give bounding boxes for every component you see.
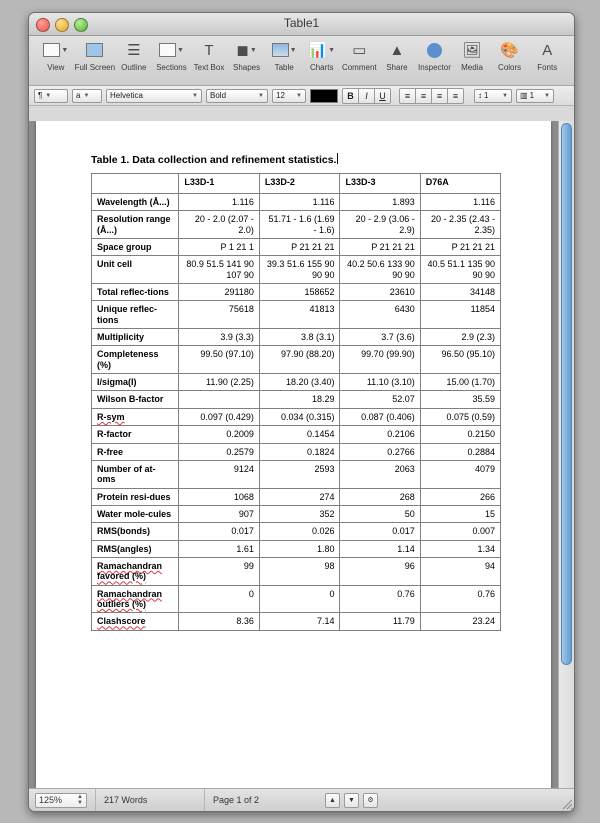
table-cell: P 21 21 21 — [420, 239, 500, 256]
table-cell: 1.34 — [420, 540, 500, 557]
table-cell: 7.14 — [259, 613, 340, 630]
toolbar-label: Share — [386, 63, 408, 72]
table-cell: 51.71 - 1.6 (1.69 - 1.6) — [259, 211, 340, 239]
toolbar-label: Comment — [341, 63, 377, 72]
list-style-value: a — [76, 91, 81, 100]
italic-button[interactable]: I — [359, 88, 375, 104]
table-cell: 0.76 — [420, 585, 500, 613]
toolbar-item-full-screen[interactable] — [75, 39, 115, 72]
table-cell — [179, 391, 259, 408]
table-cell: 18.20 (3.40) — [259, 374, 340, 391]
list-style-select[interactable]: a ▼ — [72, 89, 102, 103]
main-toolbar — [29, 36, 574, 86]
font-family-select[interactable]: Helvetica ▼ — [106, 89, 202, 103]
share-icon: ▲ — [389, 41, 405, 59]
table-cell: 2593 — [259, 460, 340, 488]
line-spacing-select[interactable]: ↕ 1 ▼ — [474, 89, 512, 103]
table-row-label: Total reflec-tions — [92, 284, 179, 301]
page-navigation[interactable] — [317, 793, 378, 808]
table-cell: 1.116 — [259, 194, 340, 211]
table-cell: 20 - 2.35 (2.43 - 2.35) — [420, 211, 500, 239]
table-cell: 1.116 — [420, 194, 500, 211]
table-cell: 9124 — [179, 460, 259, 488]
toolbar-item-colors[interactable] — [491, 39, 529, 72]
toolbar-item-comment[interactable] — [341, 39, 379, 72]
table-row[interactable] — [92, 194, 501, 211]
table-header-l33d-3: L33D-3 — [340, 174, 420, 194]
table-cell: 99.50 (97.10) — [179, 346, 259, 374]
table-cell: 15 — [420, 505, 500, 522]
table-cell: 907 — [179, 505, 259, 522]
outline-icon: ☰ — [127, 42, 141, 59]
table-cell: 6430 — [340, 301, 420, 329]
table-cell: 2063 — [340, 460, 420, 488]
toolbar-label: Table — [274, 63, 294, 72]
toolbar-item-outline[interactable] — [115, 39, 153, 72]
table-cell: P 21 21 21 — [259, 239, 340, 256]
table-row-label: Number of at-oms — [92, 460, 179, 488]
table-cell: 99 — [179, 557, 259, 585]
document-canvas[interactable] — [29, 121, 574, 789]
table-cell: 23610 — [340, 284, 420, 301]
comment-icon: ▭ — [352, 42, 367, 59]
table-cell: 50 — [340, 505, 420, 522]
table-row-label: Ramachandran outliers (%) — [92, 585, 179, 613]
toolbar-label: Media — [461, 63, 483, 72]
font-style-select[interactable]: Bold ▼ — [206, 89, 268, 103]
table-header-row — [92, 174, 501, 194]
columns-select[interactable]: ▥ 1 ▼ — [516, 89, 554, 103]
toolbar-item-table[interactable] — [265, 39, 303, 72]
table-cell: 1.893 — [340, 194, 420, 211]
underline-button[interactable]: U — [375, 88, 391, 104]
toolbar-item-media[interactable] — [453, 39, 491, 72]
window-titlebar[interactable] — [29, 13, 574, 36]
table-cell: 1.61 — [179, 540, 259, 557]
table-cell: 97.90 (88.20) — [259, 346, 340, 374]
table-header-blank — [92, 174, 179, 194]
toolbar-item-inspector[interactable] — [416, 39, 454, 72]
table-cell: 1.80 — [259, 540, 340, 557]
table-cell: 0.026 — [259, 523, 340, 540]
vertical-scrollbar[interactable] — [558, 121, 574, 789]
table-row[interactable] — [92, 426, 501, 443]
toolbar-item-sections[interactable] — [153, 39, 191, 72]
table-row[interactable] — [92, 284, 501, 301]
table-row[interactable] — [92, 239, 501, 256]
table-cell: 352 — [259, 505, 340, 522]
zoom-value: 125% — [39, 795, 63, 805]
table-row-label: Unit cell — [92, 256, 179, 284]
table-cell: 0.2766 — [340, 443, 420, 460]
table-cell: P 21 21 21 — [340, 239, 420, 256]
view-icon: ▼ — [43, 39, 68, 61]
table-cell: 268 — [340, 488, 420, 505]
table-row-label: RMS(bonds) — [92, 523, 179, 540]
table-row[interactable] — [92, 488, 501, 505]
colors-icon: 🎨 — [500, 42, 519, 59]
align-justify-icon[interactable]: ≡ — [448, 88, 464, 104]
table-row-label: Multiplicity — [92, 329, 179, 346]
table-cell: 0 — [259, 585, 340, 613]
text-style-group — [342, 88, 391, 104]
table-row[interactable] — [92, 460, 501, 488]
charts-icon: 📊 ▼ — [308, 42, 336, 59]
page-settings-icon[interactable]: ⚙ — [363, 793, 378, 808]
statistics-table[interactable] — [91, 173, 501, 631]
table-cell: 0.2106 — [340, 426, 420, 443]
table-cell: 0.1454 — [259, 426, 340, 443]
word-count-text: 217 Words — [104, 795, 148, 805]
table-row[interactable] — [92, 443, 501, 460]
table-cell: P 1 21 1 — [179, 239, 259, 256]
table-cell: 20 - 2.0 (2.07 - 2.0) — [179, 211, 259, 239]
document-page[interactable] — [36, 121, 551, 789]
table-cell: 0.2579 — [179, 443, 259, 460]
table-cell: 99.70 (99.90) — [340, 346, 420, 374]
table-row-label: Wavelength (Å...) — [92, 194, 179, 211]
table-header-d76a: D76A — [420, 174, 500, 194]
line-spacing-value: 1 — [484, 91, 489, 100]
document-window — [28, 12, 575, 812]
table-cell: 0 — [179, 585, 259, 613]
table-row[interactable] — [92, 523, 501, 540]
status-bar — [29, 788, 574, 811]
toolbar-label: Text Box — [193, 63, 225, 72]
font-size-select[interactable]: 12 ▼ — [272, 89, 306, 103]
table-cell: 23.24 — [420, 613, 500, 630]
table-cell: 0.075 (0.59) — [420, 408, 500, 425]
table-row-label: Water mole-cules — [92, 505, 179, 522]
page-down-icon[interactable]: ▼ — [344, 793, 359, 808]
table-cell: 0.097 (0.429) — [179, 408, 259, 425]
table-cell: 0.017 — [340, 523, 420, 540]
table-cell: 3.8 (3.1) — [259, 329, 340, 346]
table-row[interactable] — [92, 374, 501, 391]
toolbar-item-charts[interactable] — [303, 39, 341, 72]
table-row-label: R-free — [92, 443, 179, 460]
toolbar-item-share[interactable] — [378, 39, 416, 72]
table-row-label: Clashscore — [92, 613, 179, 630]
table-cell: 96 — [340, 557, 420, 585]
zoom-select[interactable]: 125% ▲ ▼ — [35, 793, 87, 808]
table-row-label: Completeness (%) — [92, 346, 179, 374]
table-cell: 0.034 (0.315) — [259, 408, 340, 425]
columns-value: 1 — [529, 91, 535, 100]
text-cursor — [337, 153, 338, 164]
table-cell: 11854 — [420, 301, 500, 329]
table-cell: 39.3 51.6 155 90 90 90 — [259, 256, 340, 284]
table-row-label: RMS(angles) — [92, 540, 179, 557]
table-cell: 0.76 — [340, 585, 420, 613]
toolbar-label: Fonts — [537, 63, 558, 72]
paragraph-style-select[interactable]: ¶ ▼ — [34, 89, 68, 103]
table-row-label: Space group — [92, 239, 179, 256]
table-row-label: I/sigma(I) — [92, 374, 179, 391]
table-row-label: Ramachandran favored (%) — [92, 557, 179, 585]
toolbar-item-text-box[interactable] — [190, 39, 228, 72]
fonts-icon: A — [542, 41, 553, 59]
table-cell: 18.29 — [259, 391, 340, 408]
table-cell: 0.1824 — [259, 443, 340, 460]
toolbar-label: Colors — [498, 63, 522, 72]
toolbar-item-view[interactable] — [37, 39, 75, 72]
window-title: Table1 — [283, 16, 320, 30]
table-cell: 3.9 (3.3) — [179, 329, 259, 346]
sections-icon: ▼ — [159, 39, 184, 61]
table-row-label: R-sym — [92, 408, 179, 425]
table-header-l33d-2: L33D-2 — [259, 174, 340, 194]
font-family-value: Helvetica — [110, 91, 143, 100]
table-row[interactable] — [92, 557, 501, 585]
table-cell: 11.79 — [340, 613, 420, 630]
table-row[interactable] — [92, 256, 501, 284]
table-cell: 15.00 (1.70) — [420, 374, 500, 391]
table-cell: 41813 — [259, 301, 340, 329]
table-cell: 0.2884 — [420, 443, 500, 460]
toolbar-item-fonts[interactable] — [528, 39, 566, 72]
page-indicator-text: Page 1 of 2 — [213, 795, 260, 805]
table-row[interactable] — [92, 329, 501, 346]
inspector-icon — [427, 39, 442, 61]
table-cell: 96.50 (95.10) — [420, 346, 500, 374]
table-cell: 11.90 (2.25) — [179, 374, 259, 391]
table-row-label: Resolution range (Å...) — [92, 211, 179, 239]
table-cell: 40.2 50.6 133 90 90 90 — [340, 256, 420, 284]
toolbar-label: Sections — [156, 63, 187, 72]
table-cell: 20 - 2.9 (3.06 - 2.9) — [340, 211, 420, 239]
table-cell: 8.36 — [179, 613, 259, 630]
scrollbar-thumb[interactable] — [561, 123, 572, 665]
table-cell: 0.007 — [420, 523, 500, 540]
table-cell: 1068 — [179, 488, 259, 505]
table-cell: 1.116 — [179, 194, 259, 211]
table-row[interactable] — [92, 540, 501, 557]
table-cell: 3.7 (3.6) — [340, 329, 420, 346]
table-cell: 2.9 (2.3) — [420, 329, 500, 346]
fullscreen-icon — [86, 39, 103, 61]
table-row[interactable] — [92, 391, 501, 408]
table-cell: 11.10 (3.10) — [340, 374, 420, 391]
table-header-l33d-1: L33D-1 — [179, 174, 259, 194]
align-center-icon[interactable]: ≡ — [416, 88, 432, 104]
format-bar — [29, 86, 574, 106]
table-row[interactable] — [92, 346, 501, 374]
table-cell: 4079 — [420, 460, 500, 488]
table-row[interactable] — [92, 211, 501, 239]
align-left-icon[interactable]: ≡ — [399, 88, 416, 104]
window-resize-handle[interactable] — [559, 796, 573, 810]
table-row[interactable] — [92, 585, 501, 613]
table-cell: 40.5 51.1 135 90 90 90 — [420, 256, 500, 284]
table-cell: 274 — [259, 488, 340, 505]
toolbar-label: Charts — [309, 63, 334, 72]
textbox-icon: T — [204, 41, 214, 59]
toolbar-label: Outline — [121, 63, 147, 72]
bold-button[interactable]: B — [342, 88, 359, 104]
table-cell: 0.2009 — [179, 426, 259, 443]
toolbar-item-shapes[interactable] — [228, 39, 266, 72]
alignment-group — [399, 88, 464, 104]
text-color-swatch[interactable] — [310, 89, 338, 103]
table-cell: 0.087 (0.406) — [340, 408, 420, 425]
table-cell: 52.07 — [340, 391, 420, 408]
shapes-icon: ◼ ▼ — [236, 42, 257, 59]
table-cell: 94 — [420, 557, 500, 585]
table-cell: 35.59 — [420, 391, 500, 408]
table-cell: 158652 — [259, 284, 340, 301]
page-indicator — [205, 789, 317, 811]
table-cell: 98 — [259, 557, 340, 585]
table-row-label: R-factor — [92, 426, 179, 443]
table-icon: ▼ — [272, 39, 297, 61]
word-count — [95, 789, 205, 811]
toolbar-label: Full Screen — [74, 63, 116, 72]
page-up-icon[interactable]: ▲ — [325, 793, 340, 808]
table-row-label: Wilson B-factor — [92, 391, 179, 408]
font-size-value: 12 — [276, 91, 285, 100]
page-title-text: Table 1. Data collection and refinement statistics. — [91, 154, 337, 166]
table-cell: 0.017 — [179, 523, 259, 540]
toolbar-label: Shapes — [233, 63, 261, 72]
font-style-value: Bold — [210, 91, 227, 100]
paragraph-style-value: ¶ — [38, 91, 43, 100]
align-right-icon[interactable]: ≡ — [432, 88, 448, 104]
table-cell: 0.2150 — [420, 426, 500, 443]
table-cell: 291180 — [179, 284, 259, 301]
table-cell: 75618 — [179, 301, 259, 329]
table-cell: 80.9 51.5 141 90 107 90 — [179, 256, 259, 284]
table-row[interactable] — [92, 505, 501, 522]
table-row[interactable] — [92, 408, 501, 425]
table-row-label: Unique reflec-tions — [92, 301, 179, 329]
table-cell: 266 — [420, 488, 500, 505]
table-row[interactable] — [92, 613, 501, 630]
table-cell: 34148 — [420, 284, 500, 301]
table-row-label: Protein resi-dues — [92, 488, 179, 505]
table-row[interactable] — [92, 301, 501, 329]
page-title — [91, 153, 338, 166]
toolbar-label: Inspector — [418, 63, 451, 72]
media-icon: 🖼 — [462, 42, 482, 59]
toolbar-label: View — [47, 63, 65, 72]
table-cell: 1.14 — [340, 540, 420, 557]
